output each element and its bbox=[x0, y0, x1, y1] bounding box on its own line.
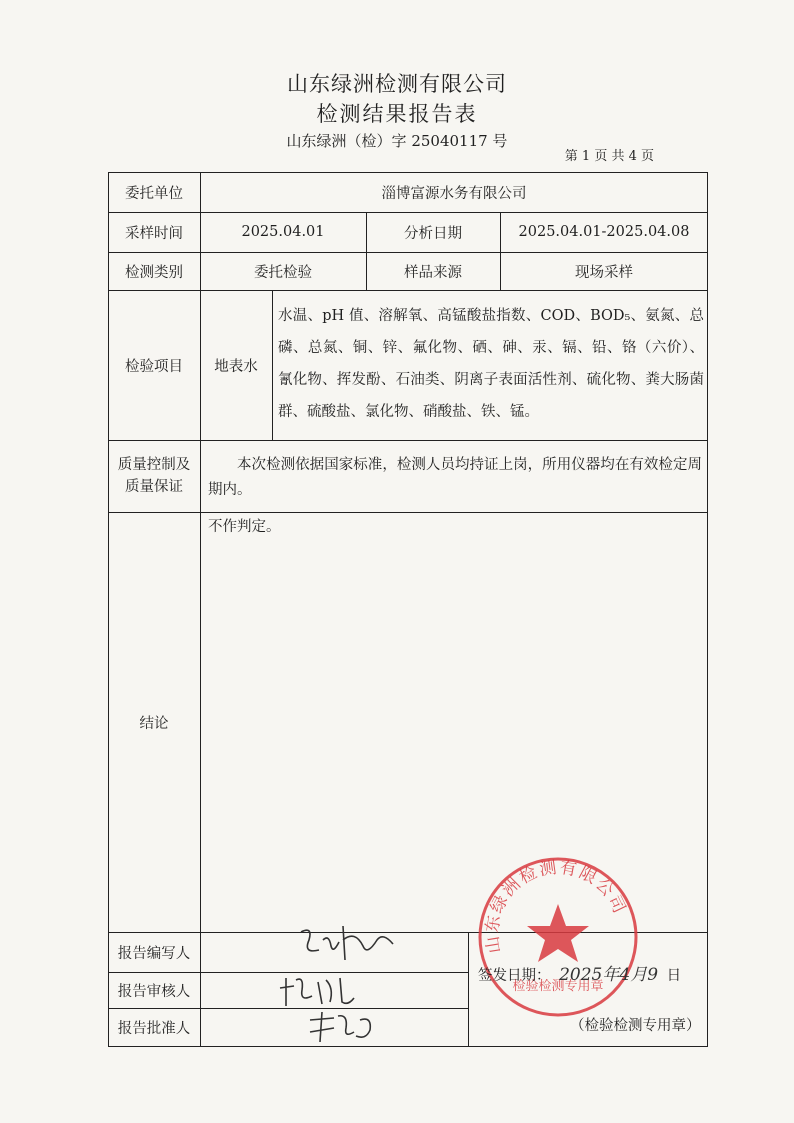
page-info: 第 1 页 共 4 页 bbox=[564, 149, 654, 164]
test-type-value: 委托检验 bbox=[254, 264, 312, 281]
issue-date bbox=[478, 960, 681, 985]
analysis-date-value: 2025.04.01-2025.04.08 bbox=[518, 224, 690, 240]
sampling-time-value: 2025.04.01 bbox=[241, 224, 325, 240]
approver-label: 报告批准人 bbox=[117, 1021, 191, 1037]
test-type-label: 检测类别 bbox=[125, 264, 183, 281]
analysis-date-label: 分析日期 bbox=[404, 225, 462, 242]
writer-label: 报告编写人 bbox=[117, 945, 191, 962]
sample-source-label: 样品来源 bbox=[404, 264, 462, 281]
client-value: 淄博富源水务有限公司 bbox=[381, 185, 527, 202]
seal-label: （检验检测专用章） bbox=[570, 1018, 701, 1034]
report-table bbox=[108, 172, 708, 1047]
items-label: 检验项目 bbox=[125, 358, 183, 375]
qc-label-line1: 质量控制及 bbox=[117, 457, 191, 473]
reviewer-label: 报告审核人 bbox=[117, 983, 191, 1000]
issue-date-handwritten: 2025年4月9 bbox=[559, 965, 659, 985]
writer-signature bbox=[293, 920, 403, 968]
report-number: 山东绿洲（检）字 25040117 号 bbox=[286, 132, 508, 150]
qc-label bbox=[108, 440, 200, 512]
qc-value: 本次检测依据国家标准，检测人员均持证上岗，所用仪器均在有效检定周期内。 bbox=[208, 457, 702, 498]
issue-date-prefix: 签发日期： bbox=[478, 968, 551, 984]
items-value: 水温、pH 值、溶解氧、高锰酸盐指数、COD、BOD₅、氨氮、总磷、总氮、铜、锌、氟化物、硒、砷、汞、镉、铅、铬（六价）、氰化物、挥发酚、石油类、阴离子表面活性剂、硫化物、粪大肠菌群、硫酸盐、氯化物、硝酸盐、铁、锰。 bbox=[278, 308, 704, 420]
stamp-arc-text: 山东绿洲检测有限公司 bbox=[482, 857, 630, 955]
report-title: 检测结果报告表 bbox=[316, 102, 478, 126]
sampling-time-label: 采样时间 bbox=[125, 225, 183, 242]
official-seal-stamp bbox=[473, 852, 643, 1022]
client-label: 委托单位 bbox=[125, 185, 183, 202]
approver-signature bbox=[304, 1006, 394, 1048]
qc-label-line2: 质量保证 bbox=[125, 479, 183, 495]
company-name: 山东绿洲检测有限公司 bbox=[287, 72, 507, 96]
stamp-bottom-text: 检验检测专用章 bbox=[512, 979, 604, 994]
issue-date-suffix: 日 bbox=[666, 968, 682, 984]
sample-source-value: 现场采样 bbox=[575, 264, 633, 281]
items-category: 地表水 bbox=[214, 358, 258, 375]
conclusion-label: 结论 bbox=[139, 715, 169, 732]
conclusion-value: 不作判定。 bbox=[208, 519, 281, 535]
